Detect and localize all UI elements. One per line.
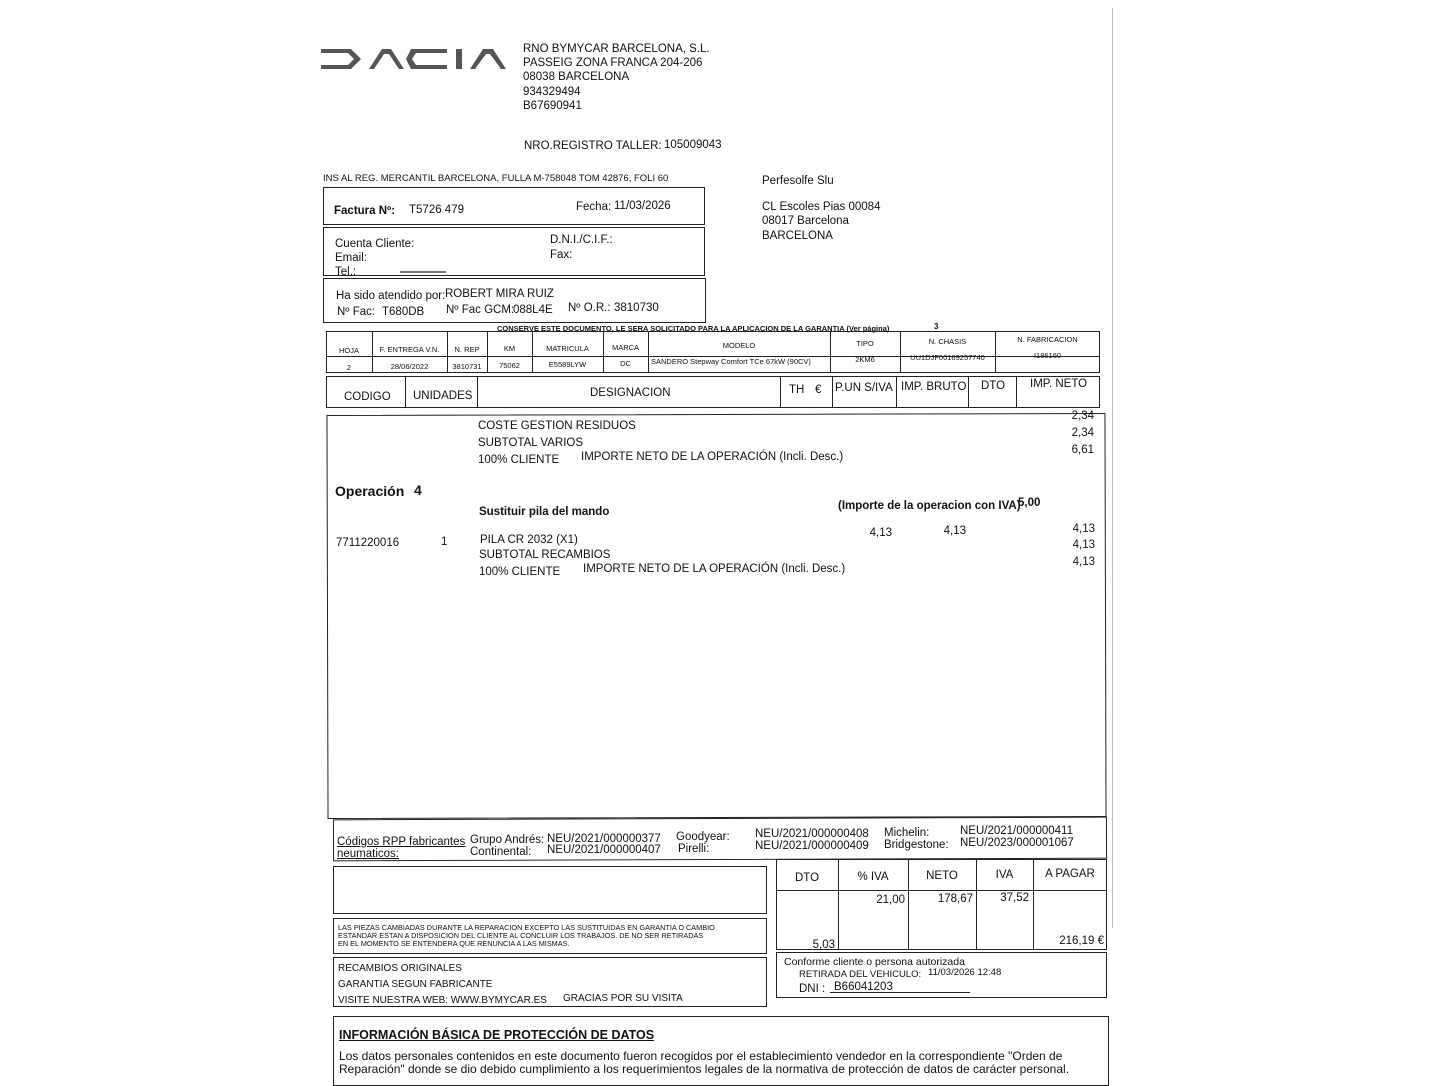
cuenta-box (323, 227, 705, 276)
rpp-label: Códigos RPP fabricantes (337, 836, 466, 848)
registro-label: NRO.REGISTRO TALLER: (524, 140, 662, 152)
line-desc: 100% CLIENTE (478, 454, 560, 466)
customer-province: BARCELONA (762, 230, 833, 242)
conserve-notice: CONSERVE ESTE DOCUMENTO, LE SERA SOLICITADO PARA LA APLICACION DE LA GARANTIA (Ver página) (497, 324, 890, 333)
blank-box (333, 866, 767, 914)
gcm-value: 088L4E (513, 304, 553, 316)
dni-label-2: DNI : (799, 983, 826, 995)
item-bruto: 4,13 (943, 525, 966, 537)
company-cif: B67690941 (523, 100, 582, 112)
registro-value: 105009043 (664, 139, 722, 151)
conserve-page: 3 (934, 322, 939, 331)
line-desc: SUBTOTAL VARIOS (478, 437, 584, 449)
vh-matricula: MATRICULA (546, 344, 589, 353)
vh-fabricacion: N. FABRICACION (1017, 335, 1078, 344)
line-desc2: IMPORTE NETO DE LA OPERACIÓN (Incli. Desc.) (581, 451, 844, 463)
or-value: 3810730 (614, 302, 659, 314)
customer-street: CL Escoles Pias 00084 (762, 201, 881, 213)
vh-km: KM (503, 344, 516, 353)
cuenta-label: Cuenta Cliente: (335, 238, 415, 250)
col-currency: € (815, 384, 822, 396)
col-unidades: UNIDADES (413, 390, 473, 402)
privacy-line1: Los datos personales contenidos en este documento fueron recogidos por el establecimiento vendedor en la correspondiente "Orden de (339, 1049, 1063, 1063)
vv-fabricacion: I186160 (1033, 351, 1062, 360)
item-unidades: 1 (441, 536, 448, 548)
col-pun: P.UN S/IVA (835, 382, 893, 394)
vh-fentrega: F. ENTREGA V.N. (379, 345, 440, 354)
vv-marca: DC (620, 359, 631, 368)
fax-label: Fax: (550, 249, 573, 261)
piezas-line1: LAS PIEZAS CAMBIADAS DURANTE LA REPARACION EXCEPTO LAS SUSTITUIDAS EN GARANTIA O CAMBIO (338, 923, 715, 932)
retirada-value: 11/03/2026 12:48 (928, 967, 1002, 978)
operation-label: Operación (335, 483, 405, 499)
vh-marca: MARCA (611, 343, 640, 352)
rpp-michelin-value: NEU/2021/000000411 (960, 825, 1073, 837)
fecha-value: 11/03/2026 (614, 200, 671, 212)
factura-label: Factura Nº: (334, 205, 396, 217)
company-address2: 08038 BARCELONA (523, 71, 630, 83)
col-designacion: DESIGNACION (590, 387, 671, 399)
piezas-line2: ESTANDAR ESTAN A DISPOSICION DEL CLIENTE AL CONCLUIR LOS TRABAJOS. DE NO SER RETIRADAS (338, 931, 704, 940)
atendido-value: ROBERT MIRA RUIZ (445, 288, 554, 300)
vv-tipo: 2KM6 (855, 355, 875, 364)
line-neto: 2,34 (1071, 410, 1094, 422)
company-name: RNO BYMYCAR BARCELONA, S.L. (523, 43, 710, 55)
vv-nrep: 3810731 (452, 362, 482, 371)
item-desc: PILA CR 2032 (X1) (480, 534, 578, 546)
operation-title: Sustituir pila del mando (479, 506, 610, 518)
customer-name: Perfesolfe Slu (762, 175, 834, 187)
rpp-pirelli-value: NEU/2021/000000409 (755, 840, 869, 852)
visite-web: VISITE NUESTRA WEB: WWW.BYMYCAR.ES (338, 995, 547, 1006)
gcm-label: Nº Fac GCM: (446, 304, 515, 316)
recambios-originales: RECAMBIOS ORIGINALES (338, 963, 462, 974)
rpp-continental-value: NEU/2021/000000407 (547, 844, 661, 856)
vv-matricula: E5589LYW (548, 360, 587, 369)
vv-hoja: 2 (346, 363, 352, 372)
retirada-label: RETIRADA DEL VEHICULO: (799, 969, 922, 980)
atendido-label: Ha sido atendido por: (336, 290, 446, 302)
rpp-grupo-value: NEU/2021/000000377 (547, 833, 661, 845)
fecha-label: Fecha: (576, 201, 612, 213)
subtotal-neto: 4,13 (1072, 539, 1095, 551)
nfac-value: T680DB (382, 306, 425, 318)
rpp-label2: neumaticos: (337, 848, 400, 860)
garantia-fabricante: GARANTIA SEGUN FABRICANTE (338, 979, 493, 990)
vh-chasis: N. CHASIS (928, 337, 967, 346)
cliente-desc2: IMPORTE NETO DE LA OPERACIÓN (Incli. Desc.) (583, 563, 846, 575)
rpp-bridgestone-label: Bridgestone: (884, 839, 949, 851)
operation-iva-note: (Importe de la operacion con IVA) (838, 500, 1021, 512)
col-codigo: CODIGO (344, 391, 391, 403)
totals-apagar: 216,19 € (1059, 935, 1104, 947)
col-neto: IMP. NETO (1030, 378, 1088, 390)
redacted-phone (400, 271, 446, 273)
dacia-logo (321, 46, 513, 72)
gracias: GRACIAS POR SU VISITA (563, 993, 683, 1004)
vv-chasis: UU1DJF00169257740 (910, 353, 985, 362)
dni-value-2: B66041203 (834, 981, 893, 993)
col-bruto: IMP. BRUTO (901, 381, 967, 393)
mercantil-note: INS AL REG. MERCANTIL BARCELONA, FULLA M-758048 TOM 42876, FOLI 60 (323, 173, 669, 184)
operation-number: 4 (414, 482, 422, 498)
totals-h-neto: NETO (926, 870, 958, 882)
rpp-pirelli-label: Pirelli: (678, 843, 710, 855)
dni-label: D.N.I./C.I.F.: (550, 234, 613, 246)
rpp-goodyear-label: Goodyear: (676, 831, 730, 843)
totals-iva-pct: 21,00 (876, 894, 905, 906)
vv-km: 75062 (499, 361, 520, 370)
totals-neto: 178,67 (937, 893, 973, 905)
item-neto: 4,13 (1072, 523, 1095, 535)
rpp-goodyear-value: NEU/2021/000000408 (755, 828, 869, 840)
item-pun: 4,13 (869, 527, 892, 539)
totals-h-iva-pct: % IVA (857, 871, 889, 883)
rpp-michelin-label: Michelin: (884, 827, 930, 839)
totals-dto: 5,03 (812, 939, 835, 951)
rpp-bridgestone-value: NEU/2023/000001067 (960, 837, 1074, 849)
tel-label: Tel.: (335, 266, 357, 278)
totals-h-apagar: A PAGAR (1045, 868, 1095, 880)
cliente-desc: 100% CLIENTE (479, 566, 561, 578)
cliente-neto: 4,13 (1072, 556, 1095, 568)
vv-fentrega: 28/06/2022 (390, 362, 429, 371)
company-address1: PASSEIG ZONA FRANCA 204-206 (523, 57, 703, 69)
signature-line (830, 992, 970, 993)
factura-value: T5726 479 (409, 204, 464, 216)
totals-h-iva: IVA (995, 869, 1014, 881)
rpp-continental-label: Continental: (470, 846, 532, 858)
company-phone: 934329494 (523, 86, 581, 98)
vv-modelo: SANDERO Stepway Comfort TCe 67kW (90CV) (651, 357, 811, 366)
piezas-line3: EN EL MOMENTO SE ENTENDERA QUE RENUNCIA A LAS MISMAS. (338, 939, 570, 948)
col-dto: DTO (981, 380, 1006, 392)
rpp-grupo-label: Grupo Andrés: (470, 834, 545, 846)
conforme-label: Conforme cliente o persona autorizada (784, 956, 965, 968)
vh-nrep: N. REP (454, 345, 480, 354)
nfac-label: Nº Fac: (337, 306, 376, 318)
subtotal-desc: SUBTOTAL RECAMBIOS (479, 549, 611, 561)
vh-modelo: MODELO (722, 341, 756, 350)
totals-iva: 37,52 (1000, 892, 1029, 904)
email-label: Email: (335, 252, 367, 264)
line-desc: COSTE GESTION RESIDUOS (478, 420, 636, 432)
privacy-title: INFORMACIÓN BÁSICA DE PROTECCIÓN DE DATOS (339, 1028, 655, 1042)
vh-hoja: HOJA (338, 346, 359, 355)
line-neto: 2,34 (1071, 427, 1094, 439)
privacy-line2: Reparación" donde se dio debido cumplimiento a los requerimientos legales de la normativa de protección de datos de carácter personal. (339, 1062, 1070, 1076)
lines-body (326, 413, 1106, 819)
or-label: Nº O.R.: (568, 302, 611, 314)
line-neto: 6,61 (1071, 444, 1094, 456)
totals-h-dto: DTO (794, 872, 820, 884)
item-codigo: 7711220016 (336, 537, 400, 549)
col-th: TH (789, 384, 805, 396)
scan-edge (1112, 8, 1113, 928)
vh-tipo: TIPO (856, 339, 874, 348)
customer-city: 08017 Barcelona (762, 215, 849, 227)
operation-iva-value: 5,00 (1018, 497, 1041, 509)
